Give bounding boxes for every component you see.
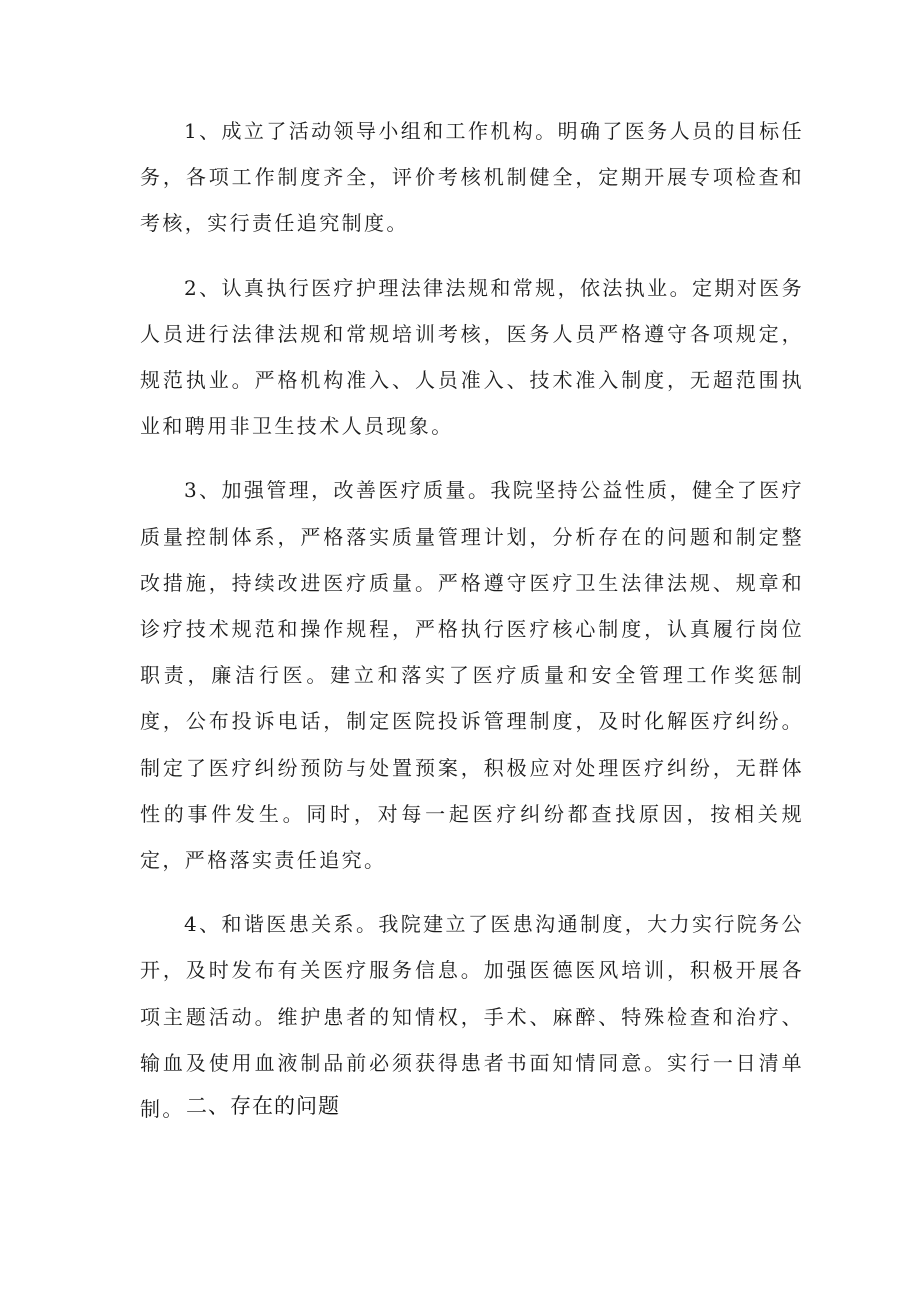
document-body <box>140 108 804 1150</box>
paragraph-4: 4、和谐医患关系。我院建立了医患沟通制度，大力实行院务公开，及时发布有关医疗服务信息。加强医德医风培训，积极开展各项主题活动。维护患者的知情权，手术、麻醉、特殊检查和治疗、输血及使用血液制品前必须获得患者书面知情同意。实行一日清单制。 <box>140 912 804 1122</box>
paragraph-3: 3、加强管理，改善医疗质量。我院坚持公益性质，健全了医疗质量控制体系，严格落实质量管理计划，分析存在的问题和制定整改措施，持续改进医疗质量。严格遵守医疗卫生法律法规、规章和诊疗技术规范和操作规程，严格执行医疗核心制度，认真履行岗位职责，廉洁行医。建立和落实了医疗质量和安全管理工作奖惩制度，公布投诉电话，制定医院投诉管理制度，及时化解医疗纠纷。制定了医疗纠纷预防与处置预案，积极应对处理医疗纠纷，无群体性的事件发生。同时，对每一起医疗纠纷都查找原因，按相关规定，严格落实责任追究。 <box>140 478 804 873</box>
section-heading: 二、存在的问题 <box>186 1094 340 1118</box>
paragraph-1: 1、成立了活动领导小组和工作机构。明确了医务人员的目标任务，各项工作制度齐全，评价考核机制健全，定期开展专项检查和考核，实行责任追究制度。 <box>140 119 804 236</box>
paragraph-2: 2、认真执行医疗护理法律法规和常规，依法执业。定期对医务人员进行法律法规和常规培训考核，医务人员严格遵守各项规定，规范执业。严格机构准入、人员准入、技术准入制度，无超范围执业和聘用非卫生技术人员现象。 <box>140 275 804 439</box>
